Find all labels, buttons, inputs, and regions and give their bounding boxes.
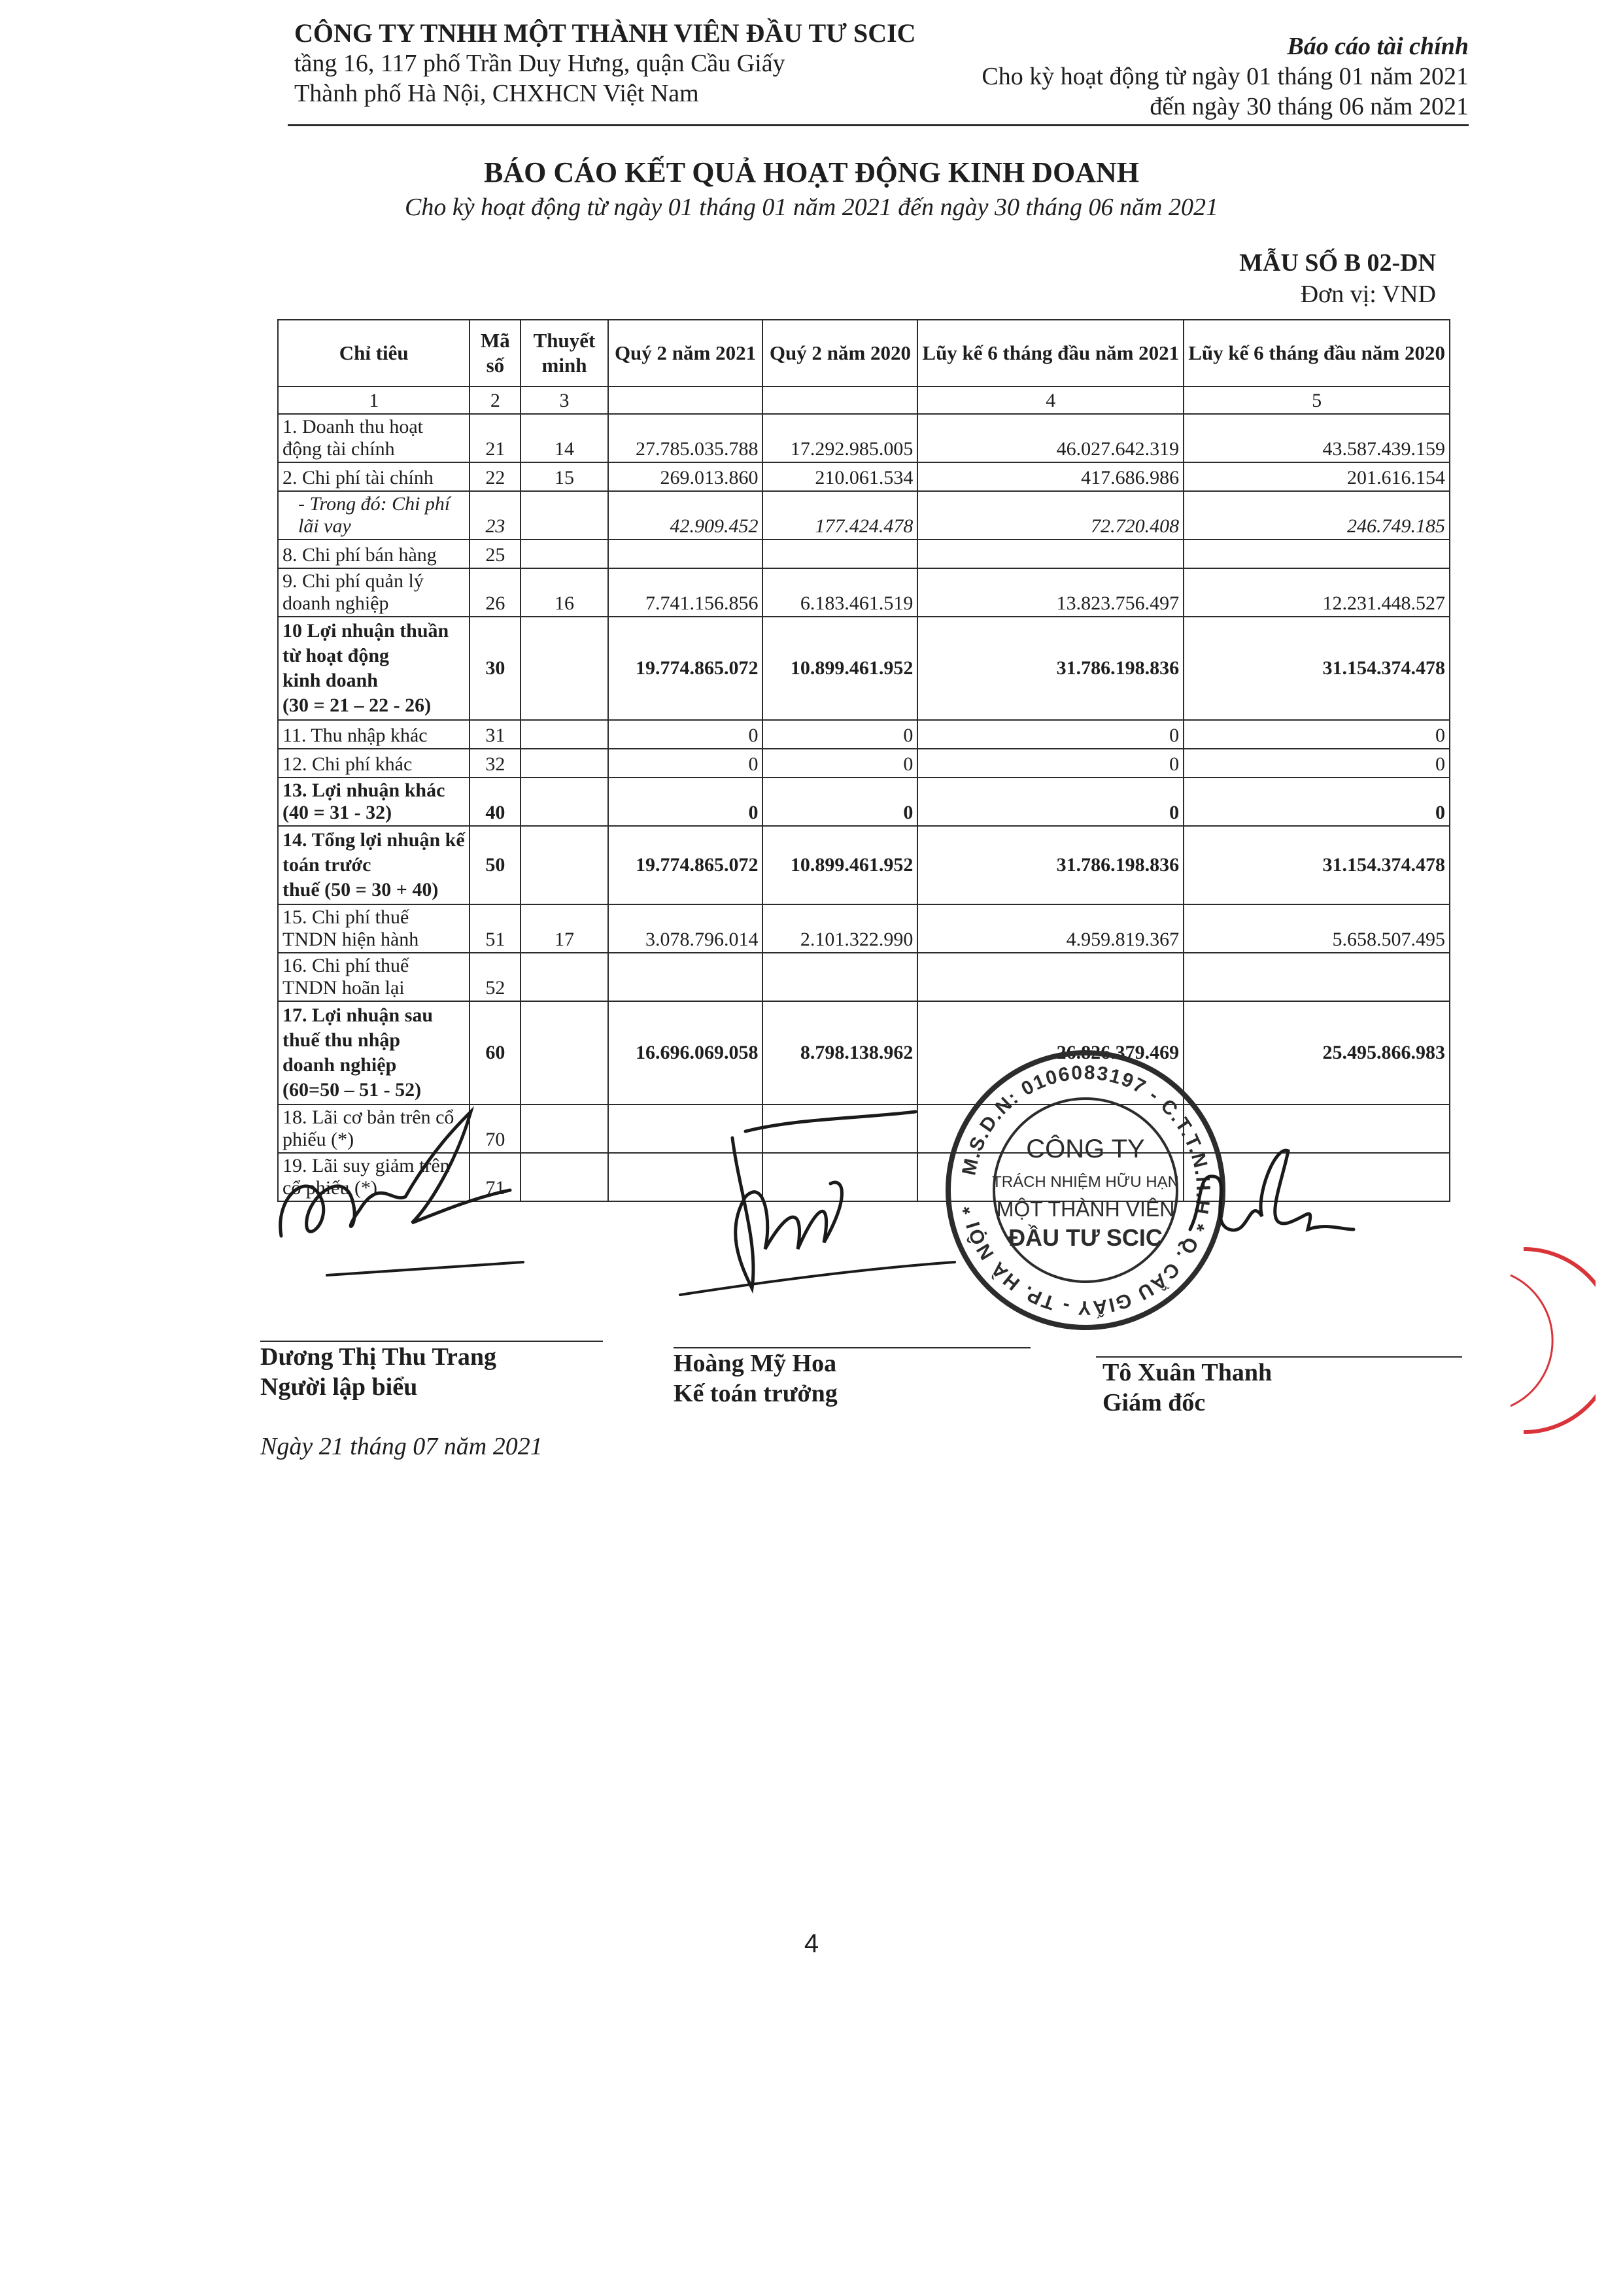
row-label-line: 17. Lợi nhuận sau thuế thu nhập — [282, 1004, 434, 1051]
row-q2-2020: 0 — [762, 778, 917, 826]
header-note: Thuyết minh — [521, 320, 607, 386]
row-q2-2021: 19.774.865.072 — [608, 617, 763, 720]
row-ytd-2021: 31.786.198.836 — [917, 826, 1184, 904]
row-ytd-2020: 201.616.154 — [1184, 462, 1450, 491]
row-note — [521, 953, 607, 1001]
table-header-row — [278, 320, 1450, 386]
row-label: 2. Chi phí tài chính — [278, 462, 470, 491]
row-note — [521, 778, 607, 826]
row-code: 22 — [470, 462, 521, 491]
index-cell: 3 — [521, 386, 607, 414]
row-q2-2020: 6.183.461.519 — [762, 568, 917, 617]
company-name: CÔNG TY TNHH MỘT THÀNH VIÊN ĐẦU TƯ SCIC — [294, 18, 916, 48]
index-cell: 2 — [470, 386, 521, 414]
director-title: Giám đốc — [1102, 1389, 1206, 1416]
row-code: 40 — [470, 778, 521, 826]
row-note — [521, 749, 607, 778]
table-row — [278, 826, 1450, 904]
row-ytd-2021: 0 — [917, 749, 1184, 778]
report-title-block — [0, 154, 1623, 224]
row-code: 51 — [470, 904, 521, 953]
row-ytd-2021: 31.786.198.836 — [917, 617, 1184, 720]
row-label-line: thuế (50 = 30 + 40) — [282, 879, 439, 900]
row-ytd-2021: 72.720.408 — [917, 491, 1184, 540]
row-q2-2020: 10.899.461.952 — [762, 826, 917, 904]
row-ytd-2020: 5.658.507.495 — [1184, 904, 1450, 953]
row-ytd-2020: 25.495.866.983 — [1184, 1001, 1450, 1105]
row-ytd-2020: 31.154.374.478 — [1184, 826, 1450, 904]
row-code: 50 — [470, 826, 521, 904]
row-note — [521, 1001, 607, 1105]
row-ytd-2020: 31.154.374.478 — [1184, 617, 1450, 720]
row-label: 9. Chi phí quản lý doanh nghiệp — [278, 568, 470, 617]
form-code-block — [1239, 247, 1436, 310]
table-row — [278, 904, 1450, 953]
accountant-title: Kế toán trưởng — [674, 1380, 838, 1407]
row-q2-2020: 210.061.534 — [762, 462, 917, 491]
row-label — [278, 1001, 470, 1105]
stamp-line4: ĐẦU TƯ SCIC — [1008, 1224, 1163, 1251]
row-ytd-2021: 0 — [917, 778, 1184, 826]
row-q2-2021 — [608, 953, 763, 1001]
row-ytd-2021: 46.027.642.319 — [917, 414, 1184, 462]
preparer-name: Dương Thị Thu Trang — [260, 1343, 497, 1371]
row-code: 60 — [470, 1001, 521, 1105]
stamp-line3: MỘT THÀNH VIÊN — [996, 1197, 1175, 1221]
row-q2-2021: 16.696.069.058 — [608, 1001, 763, 1105]
row-code: 52 — [470, 953, 521, 1001]
row-ytd-2021 — [917, 953, 1184, 1001]
row-ytd-2021: 4.959.819.367 — [917, 904, 1184, 953]
row-code: 25 — [470, 540, 521, 568]
row-q2-2020 — [762, 953, 917, 1001]
row-label-line: (60=50 – 51 - 52) — [282, 1079, 422, 1101]
row-code: 71 — [470, 1153, 521, 1201]
row-code: 32 — [470, 749, 521, 778]
row-ytd-2021: 26.826.379.469 — [917, 1001, 1184, 1105]
row-q2-2021: 7.741.156.856 — [608, 568, 763, 617]
table-row — [278, 953, 1450, 1001]
row-label: 8. Chi phí bán hàng — [278, 540, 470, 568]
row-q2-2020 — [762, 540, 917, 568]
row-code: 31 — [470, 720, 521, 749]
header-q2-2021: Quý 2 năm 2021 — [608, 320, 763, 386]
row-q2-2021: 0 — [608, 749, 763, 778]
header-q2-2020: Quý 2 năm 2020 — [762, 320, 917, 386]
page-number: 4 — [804, 1929, 819, 1958]
table-row — [278, 778, 1450, 826]
income-statement-table — [277, 319, 1450, 1202]
row-label-line: 10 Lợi nhuận thuần từ hoạt động — [282, 620, 449, 666]
row-label-line: doanh nghiệp — [282, 1054, 397, 1076]
row-label: 12. Chi phí khác — [278, 749, 470, 778]
row-ytd-2020: 0 — [1184, 778, 1450, 826]
index-cell: 1 — [278, 386, 470, 414]
row-label: 16. Chi phí thuế TNDN hoãn lại — [278, 953, 470, 1001]
report-date: Ngày 21 tháng 07 năm 2021 — [260, 1433, 543, 1460]
row-ytd-2020: 12.231.448.527 — [1184, 568, 1450, 617]
index-cell: 4 — [917, 386, 1184, 414]
row-ytd-2020 — [1184, 953, 1450, 1001]
row-code: 70 — [470, 1105, 521, 1153]
row-q2-2021 — [608, 540, 763, 568]
row-ytd-2020: 246.749.185 — [1184, 491, 1450, 540]
row-note: 15 — [521, 462, 607, 491]
row-code: 26 — [470, 568, 521, 617]
row-note — [521, 720, 607, 749]
header-ytd-2021: Lũy kế 6 tháng đầu năm 2021 — [917, 320, 1184, 386]
form-code: MẪU SỐ B 02-DN — [1239, 249, 1436, 277]
report-title: BÁO CÁO KẾT QUẢ HOẠT ĐỘNG KINH DOANH — [484, 156, 1139, 188]
director-block — [1102, 1358, 1272, 1418]
table-row — [278, 414, 1450, 462]
row-note — [521, 491, 607, 540]
company-address-line2: Thành phố Hà Nội, CHXHCN Việt Nam — [294, 80, 699, 107]
row-label-line: kinh doanh — [282, 670, 378, 691]
row-ytd-2021: 417.686.986 — [917, 462, 1184, 491]
director-signature — [1177, 1131, 1360, 1275]
table-row — [278, 540, 1450, 568]
header-divider — [288, 124, 1469, 126]
row-q2-2021: 0 — [608, 720, 763, 749]
row-label: 18. Lãi cơ bản trên cổ phiếu (*) — [278, 1105, 470, 1153]
row-q2-2020: 177.424.478 — [762, 491, 917, 540]
row-note — [521, 540, 607, 568]
row-note — [521, 826, 607, 904]
table-row — [278, 617, 1450, 720]
row-code: 30 — [470, 617, 521, 720]
row-q2-2021: 19.774.865.072 — [608, 826, 763, 904]
report-period-header — [982, 31, 1469, 122]
row-q2-2021: 27.785.035.788 — [608, 414, 763, 462]
report-type: Báo cáo tài chính — [1287, 33, 1469, 60]
row-label: 13. Lợi nhuận khác (40 = 31 - 32) — [278, 778, 470, 826]
index-cell — [608, 386, 763, 414]
header-ytd-2020: Lũy kế 6 tháng đầu năm 2020 — [1184, 320, 1450, 386]
row-note: 14 — [521, 414, 607, 462]
director-name: Tô Xuân Thanh — [1102, 1359, 1273, 1386]
row-q2-2020: 2.101.322.990 — [762, 904, 917, 953]
row-q2-2020: 10.899.461.952 — [762, 617, 917, 720]
row-label-line: (30 = 21 – 22 - 26) — [282, 694, 432, 716]
row-q2-2021: 3.078.796.014 — [608, 904, 763, 953]
row-label — [278, 826, 470, 904]
table-row — [278, 1001, 1450, 1105]
header-label: Chỉ tiêu — [278, 320, 470, 386]
table-row — [278, 720, 1450, 749]
period-line2: đến ngày 30 tháng 06 năm 2021 — [1150, 93, 1469, 120]
row-label: 19. Lãi suy giảm trên cổ phiếu (*) — [278, 1153, 470, 1201]
row-note: 16 — [521, 568, 607, 617]
row-q2-2021: 42.909.452 — [608, 491, 763, 540]
row-label: 11. Thu nhập khác — [278, 720, 470, 749]
preparer-block — [260, 1342, 496, 1402]
currency-unit: Đơn vị: VND — [1300, 281, 1436, 308]
index-cell: 5 — [1184, 386, 1450, 414]
row-q2-2020: 17.292.985.005 — [762, 414, 917, 462]
row-ytd-2020 — [1184, 540, 1450, 568]
row-q2-2020: 0 — [762, 749, 917, 778]
report-subtitle: Cho kỳ hoạt động từ ngày 01 tháng 01 năm 2021 đến ngày 30 tháng 06 năm 2021 — [404, 194, 1219, 221]
row-ytd-2021: 13.823.756.497 — [917, 568, 1184, 617]
period-line1: Cho kỳ hoạt động từ ngày 01 tháng 01 năm 2021 — [982, 63, 1469, 90]
accountant-block — [674, 1348, 838, 1409]
row-ytd-2020: 43.587.439.159 — [1184, 414, 1450, 462]
accountant-name: Hoàng Mỹ Hoa — [674, 1350, 837, 1377]
index-cell — [762, 386, 917, 414]
row-q2-2020: 0 — [762, 720, 917, 749]
row-ytd-2021 — [917, 540, 1184, 568]
preparer-signature — [262, 1099, 536, 1282]
row-label: - Trong đó: Chi phí lãi vay — [278, 491, 470, 540]
company-header — [294, 18, 916, 109]
row-q2-2021: 0 — [608, 778, 763, 826]
stamp-ring-text: M.S.D.N: 0106083197 - C.T.T.N.H.H * Q. CẦU GIẤY - TP. HÀ NỘI * — [958, 1061, 1214, 1319]
row-ytd-2020: 0 — [1184, 720, 1450, 749]
row-code: 21 — [470, 414, 521, 462]
row-ytd-2021: 0 — [917, 720, 1184, 749]
preparer-title: Người lập biểu — [260, 1373, 418, 1401]
row-label: 15. Chi phí thuế TNDN hiện hành — [278, 904, 470, 953]
row-q2-2020: 8.798.138.962 — [762, 1001, 917, 1105]
table-row — [278, 749, 1450, 778]
row-note — [521, 617, 607, 720]
row-label: 1. Doanh thu hoạt động tài chính — [278, 414, 470, 462]
row-code: 23 — [470, 491, 521, 540]
row-q2-2021: 269.013.860 — [608, 462, 763, 491]
stamp-line2: TRÁCH NHIỆM HỮU HẠN — [992, 1173, 1179, 1191]
table-row — [278, 568, 1450, 617]
table-row — [278, 491, 1450, 540]
row-note: 17 — [521, 904, 607, 953]
index-row — [278, 386, 1450, 414]
row-ytd-2020: 0 — [1184, 749, 1450, 778]
header-code: Mã số — [470, 320, 521, 386]
company-address-line1: tầng 16, 117 phố Trần Duy Hưng, quận Cầu Giấy — [294, 50, 785, 77]
row-label — [278, 617, 470, 720]
table-row — [278, 462, 1450, 491]
row-label-line: 14. Tổng lợi nhuận kế toán trước — [282, 829, 465, 876]
stamp-line1: CÔNG TY — [1026, 1135, 1145, 1163]
red-edge-stamp — [1504, 1242, 1596, 1439]
